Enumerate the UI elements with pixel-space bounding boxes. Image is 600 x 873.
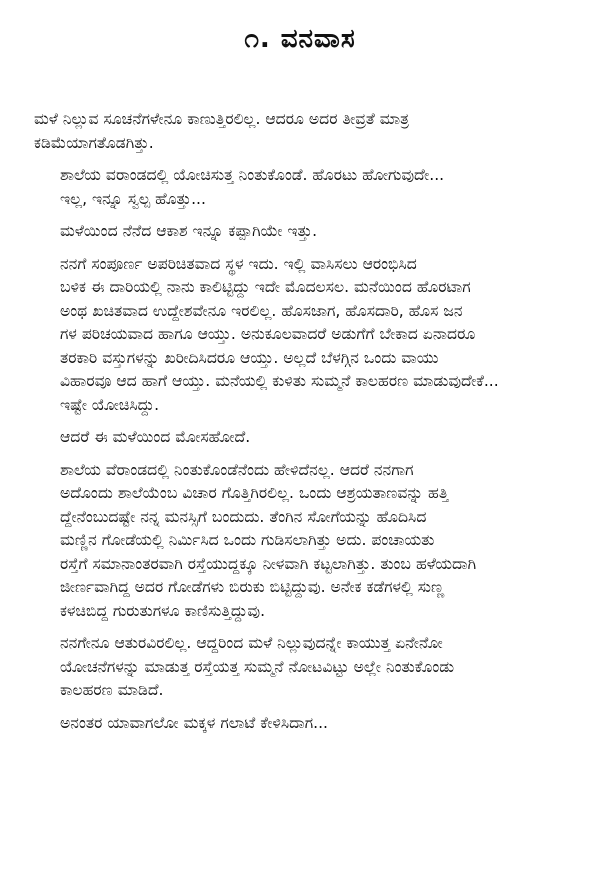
text-line: ಕಾಲಹರಣ ಮಾಡಿದೆ.	[60, 681, 164, 699]
text-line: ಇಲ್ಲ, ಇನ್ನೂ ಸ್ವಲ್ಪ ಹೊತ್ತು...	[60, 189, 206, 208]
chapter-body	[34, 108, 572, 744]
text-line: ರಸ್ತೆಗೆ ಸಮಾನಾಂತರವಾಗಿ ರಸ್ತೆಯುದ್ದಕ್ಕೂ ನೀಳವಾಗಿ ಕಟ್ಟಲಾಗಿತ್ತು. ತುಂಬ ಹಳೆಯದಾಗಿ	[60, 554, 477, 573]
text-line: ಅದೊಂದು ಶಾಲೆಯೆಂಬ ವಿಚಾರ ಗೊತ್ತಿಗಿರಲಿಲ್ಲ. ಒಂದು ಆಶ್ರಯತಾಣವನ್ನು ಹತ್ತಿ	[60, 484, 449, 502]
paragraph	[34, 220, 572, 244]
text-line: ತರಕಾರಿ ವಸ್ತುಗಳನ್ನು ಖರೀದಿಸಿದರೂ ಆಯ್ತು. ಅಲ್ಲದೆ ಬೆಳಗ್ಗಿನ ಒಂದು ವಾಯು	[60, 348, 439, 367]
chapter-title: ೧. ವನವಾಸ	[244, 24, 356, 54]
text-line: ಯೋಚನೆಗಳನ್ನು ಮಾಡುತ್ತ ರಸ್ತೆಯತ್ತ ಸುಮ್ಮನೆ ನೋಟವಿಟ್ಟು ಅಲ್ಲೇ ನಿಂತುಕೊಂಡು	[60, 657, 455, 676]
text-line: ಮಳೆ ನಿಲ್ಲುವ ಸೂಚನೆಗಳೇನೂ ಕಾಣುತ್ತಿರಲಿಲ್ಲ. ಆದರೂ ಅದರ ತೀವ್ರತೆ ಮಾತ್ರ	[34, 110, 410, 128]
text-line: ಮಣ್ಣಿನ ಗೋಡೆಯಲ್ಲಿ ನಿರ್ಮಿಸಿದ ಒಂದು ಗುಡಿಸಲಾಗಿತ್ತು ಅದು. ಪಂಚಾಯತು	[60, 531, 435, 549]
paragraph	[34, 712, 572, 736]
text-line: ನನಗೆ ಸಂಪೂರ್ಣ ಅಪರಿಚಿತವಾದ ಸ್ಥಳ ಇದು. ಇಲ್ಲಿ ವಾಸಿಸಲು ಆರಂಭಿಸಿದ	[60, 254, 417, 273]
text-line: ದ್ದೇನೆಂಬುದಷ್ಟೇ ನನ್ನ ಮನಸ್ಸಿಗೆ ಬಂದುದು. ತೆಂಗಿನ ಸೋಗೆಯನ್ನು ಹೊದಿಸಿದ	[60, 507, 427, 526]
text-line: ಮಳೆಯಿಂದ ನೆನೆದ ಆಕಾಶ ಇನ್ನೂ ಕಪ್ಪಾಗಿಯೇ ಇತ್ತು.	[60, 222, 318, 240]
text-line: ಅಂಥ ಖಚಿತವಾದ ಉದ್ದೇಶವೇನೂ ಇರಲಿಲ್ಲ. ಹೊಸಜಾಗ, ಹೊಸದಾರಿ, ಹೊಸ ಜನ	[60, 301, 463, 320]
paragraph	[34, 459, 572, 624]
text-line: ಕಡಿಮೆಯಾಗತೊಡಗಿತ್ತು.	[34, 133, 154, 152]
paragraph	[34, 632, 572, 703]
paragraph	[34, 253, 572, 418]
text-line: ಆದರೆ ಈ ಮಳೆಯಿಂದ ಮೋಸಹೋದೆ.	[60, 428, 251, 446]
text-line: ಶಾಲೆಯ ವೆರಾಂಡದಲ್ಲಿ ನಿಂತುಕೊಂಡೆನೆಂದು ಹೇಳಿದೆನಲ್ಲ. ಆದರೆ ನನಗಾಗ	[60, 460, 414, 479]
text-line: ಕಳಚಿಬಿದ್ದ ಗುರುತುಗಳೂ ಕಾಣಿಸುತ್ತಿದ್ದುವು.	[60, 601, 266, 620]
text-line: ಶಾಲೆಯ ವರಾಂಡದಲ್ಲಿ ಯೋಚಿಸುತ್ತ ನಿಂತುಕೊಂಡೆ. ಹೊರಟು ಹೋಗುವುದೇ...	[60, 166, 445, 184]
text-line: ಗಳ ಪರಿಚಯವಾದ ಹಾಗೂ ಆಯ್ತು. ಅನುಕೂಲವಾದರೆ ಅಡುಗೆಗೆ ಬೇಕಾದ ಏನಾದರೂ	[60, 325, 476, 343]
paragraph	[34, 426, 572, 450]
text-line: ಇಷ್ಟೇ ಯೋಚಿಸಿದ್ದು.	[60, 395, 160, 414]
text-line: ಬಳಿಕ ಈ ದಾರಿಯಲ್ಲಿ ನಾನು ಕಾಲಿಟ್ಟಿದ್ದು ಇದೇ ಮೊದಲಸಲ. ಮನೆಯಿಂದ ಹೊರಟಾಗ	[60, 278, 471, 296]
text-line: ಜೀರ್ಣವಾಗಿದ್ದ ಅದರ ಗೋಡೆಗಳು ಬಿರುಕು ಬಿಟ್ಟಿದ್ದುವು. ಅನೇಕ ಕಡೆಗಳಲ್ಲಿ ಸುಣ್ಣ	[60, 578, 445, 596]
text-line: ನನಗೇನೂ ಆತುರವಿರಲಿಲ್ಲ. ಆದ್ದರಿಂದ ಮಳೆ ನಿಲ್ಲುವುದನ್ನೇ ಕಾಯುತ್ತ ಏನೇನೋ	[60, 634, 443, 652]
paragraph	[34, 108, 572, 155]
paragraph	[34, 164, 572, 211]
text-line: ವಿಹಾರವೂ ಆದ ಹಾಗೆ ಆಯ್ತು. ಮನೆಯಲ್ಲಿ ಕುಳಿತು ಸುಮ್ಮನೆ ಕಾಲಹರಣ ಮಾಡುವುದೇಕೆ...	[60, 372, 499, 390]
text-line: ಅನಂತರ ಯಾವಾಗಲೋ ಮಕ್ಕಳ ಗಲಾಟೆ ಕೇಳಿಸಿದಾಗ...	[60, 713, 328, 732]
